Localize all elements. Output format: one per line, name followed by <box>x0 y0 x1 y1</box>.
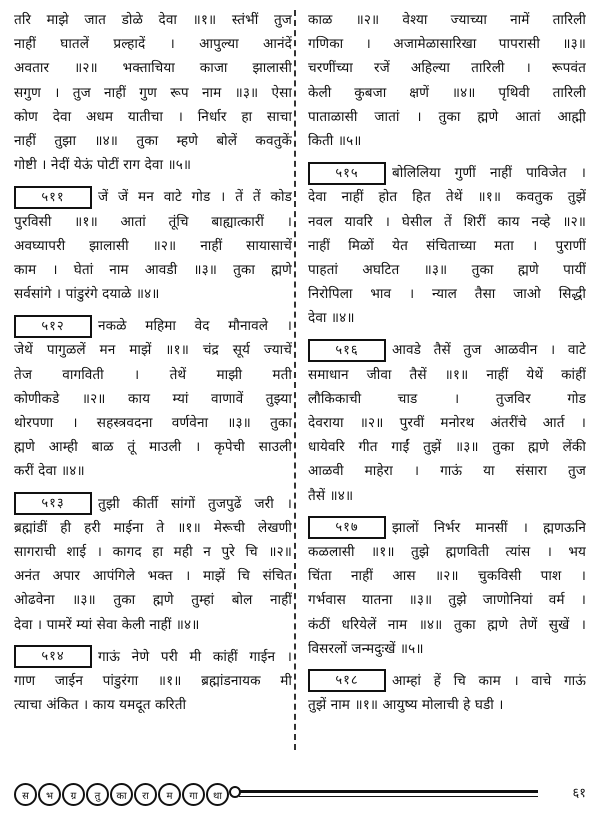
verse-line <box>308 459 586 483</box>
verse-line <box>308 484 586 508</box>
verse-line <box>308 81 586 105</box>
verse-text: आम्हां हें चि काम । वाचे गाऊं <box>392 672 586 689</box>
verse-text: आळवी माहेरा । गाऊं या संसारा तुज <box>308 463 586 480</box>
verse-line <box>308 613 586 637</box>
verse-line <box>14 516 292 540</box>
book-title-circles <box>14 783 230 806</box>
abhang-gap <box>308 661 586 669</box>
title-letter-circle: स <box>14 783 37 806</box>
verse-line <box>14 32 292 56</box>
verse-line <box>308 693 586 717</box>
abhang-gap <box>14 637 292 645</box>
verse-text: धायेवरि गीत गाईं तुझें ॥३॥ तुका ह्मणे लेंकी <box>308 439 586 456</box>
verse-text: सागराची शाई । कागद हा मही न पुरे चि ॥२॥ <box>14 543 292 560</box>
column-divider <box>294 10 296 750</box>
abhang-number: ५१५ <box>308 162 386 185</box>
verse-line <box>14 338 292 362</box>
verse-text: गणिका । अजामेळासारिखा पापरासी ॥३॥ <box>308 36 586 53</box>
verse-text: कोणीकडे ॥२॥ काय म्यां वाणावें तुझ्या <box>14 390 292 407</box>
abhang-first-line <box>308 516 586 540</box>
verse-text: कोण देवा अधम यातीचा । निर्धार हा साचा <box>14 108 292 125</box>
verse-text: करीं देवा ॥४॥ <box>14 463 85 480</box>
verse-line <box>14 435 292 459</box>
title-letter-circle: का <box>110 783 133 806</box>
verse-line <box>14 282 292 306</box>
title-letter-circle: म <box>158 783 181 806</box>
abhang-first-line <box>308 669 586 693</box>
verse-text: चिंता नाहीं आस ॥२॥ चुकविसी पाश । <box>308 568 586 585</box>
verse-text: काळ ॥२॥ वेश्या ज्याच्या नामें तारिली <box>308 12 586 28</box>
verse-text: ह्मणे आम्ही बाळ तूं माउली । कृपेची साउली <box>14 439 292 456</box>
verse-text: देवा । पामरें म्यां सेवा केली नाहीं ॥४॥ <box>14 616 200 633</box>
verse-text: नकळे महिमा वेद मौनावले । <box>98 318 292 335</box>
verse-line <box>308 8 586 32</box>
verse-text: अनंत अपार आपंगिले भक्त । माझें चि संचित <box>14 568 292 585</box>
verse-text: जेथें पागुळलें मन माझें ॥१॥ चंद्र सूर्य ज्याचें <box>14 342 292 359</box>
verse-line <box>308 234 586 258</box>
verse-line <box>14 56 292 80</box>
verse-line <box>14 540 292 564</box>
verse-line <box>14 81 292 105</box>
verse-text: तरि माझे जात डोळे देवा ॥१॥ स्तंभीं तुज <box>14 12 292 28</box>
verse-text: तैसें ॥४॥ <box>308 487 354 504</box>
right-column <box>308 8 586 717</box>
abhang-gap <box>308 508 586 516</box>
abhang-gap <box>308 330 586 338</box>
verse-text: पाताळासी जातां । तुका ह्मणे आतां आह्मी <box>308 108 586 125</box>
verse-line <box>14 613 292 637</box>
verse-text: बोलिलिया गुणीं नाहीं पाविजेत । <box>392 165 586 182</box>
title-letter-circle: ग्र <box>62 783 85 806</box>
verse-line <box>14 363 292 387</box>
verse-line <box>308 306 586 330</box>
verse-text: तेज वागविती । तेथें माझी मती <box>14 366 292 383</box>
verse-text: नाहीं घातलें प्रल्हादें । आपुल्या आनंदें <box>14 36 292 53</box>
abhang-number: ५१३ <box>14 492 92 515</box>
verse-text: पाहतां अघटित ॥३॥ तुका ह्मणे पायीं <box>308 261 586 278</box>
footer-rule <box>239 790 538 793</box>
verse-text: ब्रह्मांडीं ही हरी माईना ते ॥१॥ मेरूची लेखणी <box>14 519 292 536</box>
verse-text: नाहीं मिळों येत संचिताच्या मता । पुराणीं <box>308 237 586 254</box>
verse-line <box>14 129 292 153</box>
verse-line <box>14 387 292 411</box>
verse-text: गर्भवास यातना ॥३॥ तुझे जाणोनियां वर्म । <box>308 592 586 609</box>
verse-text: देवा नाहीं होत हित तेथें ॥१॥ कवतुक तुझें <box>308 189 586 206</box>
abhang-number: ५१४ <box>14 645 92 668</box>
verse-text: पुरविसी ॥१॥ आतां तूंचि बाह्यात्कारीं । <box>14 213 292 230</box>
abhang-first-line <box>14 645 292 669</box>
verse-text: सर्वसांगे । पांडुरंगे दयाळे ॥४॥ <box>14 286 160 303</box>
verse-line <box>308 129 586 153</box>
verse-text: गाऊं नेणे परी मी कांहीं गाईन । <box>98 648 292 665</box>
verse-line <box>14 693 292 717</box>
verse-text: विसरलों जन्मदुःखें ॥५॥ <box>308 640 424 657</box>
verse-line <box>308 210 586 234</box>
verse-text: लौकिकाची चाड । तुजविर गोड <box>308 390 586 407</box>
verse-line <box>308 564 586 588</box>
verse-text: देवा ॥४॥ <box>308 310 355 327</box>
verse-line <box>308 56 586 80</box>
verse-text: चरणींच्या रजें अहिल्या तारिली । रूपवंत <box>308 60 586 77</box>
verse-text: गाण जाईन पांडुरंगा ॥१॥ ब्रह्मांडनायक मी <box>14 672 292 689</box>
verse-line <box>308 411 586 435</box>
title-letter-circle: था <box>206 783 229 806</box>
verse-text: केली कुबजा क्षणें ॥४॥ पृथिवी तारिली <box>308 84 586 101</box>
verse-line <box>14 564 292 588</box>
title-letter-circle: रा <box>134 783 157 806</box>
verse-text: जें जें मन वाटे गोड । तें तें कोड <box>98 189 292 206</box>
abhang-first-line <box>308 161 586 185</box>
verse-line <box>14 234 292 258</box>
verse-line <box>14 669 292 693</box>
verse-line <box>14 8 292 32</box>
verse-text: झालों निर्भर मानसीं । ह्मणऊनि <box>392 519 586 536</box>
verse-line <box>308 435 586 459</box>
title-letter-circle: भ <box>38 783 61 806</box>
verse-line <box>308 258 586 282</box>
verse-line <box>308 387 586 411</box>
verse-text: त्याचा अंकित । काय यमदूत करिती <box>14 697 187 714</box>
verse-text: कंठीं धरियेलें नाम ॥४॥ तुका ह्मणे तेणें सुखें । <box>308 616 586 633</box>
abhang-first-line <box>14 314 292 338</box>
abhang-number: ५१२ <box>14 315 92 338</box>
abhang-gap <box>14 177 292 185</box>
verse-text: अवघ्यापरी झालासी ॥२॥ नाहीं सायासाचें <box>14 237 292 254</box>
verse-text: आवडे तैसें तुज आळवीन । वाटे <box>392 342 586 359</box>
verse-text: तुझी कीर्ती सांगों तुजपुढें जरी । <box>98 495 292 512</box>
abhang-first-line <box>308 338 586 362</box>
verse-text: सगुण । तुज नाहीं गुण रूप नाम ॥३॥ ऐसा <box>14 84 292 101</box>
verse-text: अवतार ॥२॥ भक्ताचिया काजा झालासी <box>14 60 292 77</box>
verse-text: थोरपणा । सहस्त्रवदना वर्णवेना ॥३॥ तुका <box>14 415 292 431</box>
page-footer <box>14 781 586 811</box>
abhang-gap <box>308 153 586 161</box>
verse-line <box>308 185 586 209</box>
title-letter-circle: तु <box>86 783 109 806</box>
footer-rule-thin <box>239 796 538 797</box>
verse-line <box>14 459 292 483</box>
verse-line <box>14 588 292 612</box>
verse-text: किती ॥५॥ <box>308 132 362 149</box>
verse-line <box>308 282 586 306</box>
abhang-number: ५१७ <box>308 516 386 539</box>
abhang-number: ५११ <box>14 186 92 209</box>
verse-text: निरोपिला भाव । न्याल तैसा जाओ सिद्धी <box>308 286 586 303</box>
verse-text: नवल यावरि । घेसील तें शिरीं काय नव्हे ॥२॥ <box>308 213 586 230</box>
verse-text: देवराया ॥२॥ पुरवीं मनोरथ अंतरींचे आर्त । <box>308 415 586 431</box>
verse-text: काम । घेतां नाम आवडी ॥३॥ तुका ह्मणे <box>14 261 292 278</box>
verse-line <box>308 363 586 387</box>
abhang-gap <box>14 484 292 492</box>
verse-line <box>14 210 292 234</box>
verse-line <box>14 411 292 435</box>
abhang-number: ५१८ <box>308 669 386 692</box>
verse-line <box>308 105 586 129</box>
verse-text: तुझें नाम ॥१॥ आयुष्य मोलाची हे घडी । <box>308 697 504 714</box>
abhang-gap <box>14 306 292 314</box>
abhang-first-line <box>14 185 292 209</box>
verse-text: गोष्टी । नेदीं येऊं पोटीं राग देवा ॥५॥ <box>14 157 192 174</box>
abhang-number: ५१६ <box>308 339 386 362</box>
page-number: ६१ <box>572 786 586 801</box>
verse-line <box>14 258 292 282</box>
verse-line <box>14 105 292 129</box>
verse-text: कळलासी ॥१॥ तुझे ह्मणविती त्यांस । भय <box>308 543 586 560</box>
verse-line <box>308 32 586 56</box>
left-column <box>14 8 292 717</box>
verse-line <box>308 588 586 612</box>
verse-text: समाधान जीवा तैसें ॥१॥ नाहीं येथें कांहीं <box>308 366 586 383</box>
abhang-first-line <box>14 492 292 516</box>
verse-line <box>308 540 586 564</box>
verse-line <box>14 153 292 177</box>
verse-text: नाहीं तुझा ॥४॥ तुका म्हणे बोलें कवतुकें <box>14 132 292 149</box>
verse-text: ओढवेना ॥३॥ तुका ह्मणे तुम्हां बोल नाहीं <box>14 592 292 609</box>
verse-line <box>308 637 586 661</box>
title-letter-circle: गा <box>182 783 205 806</box>
